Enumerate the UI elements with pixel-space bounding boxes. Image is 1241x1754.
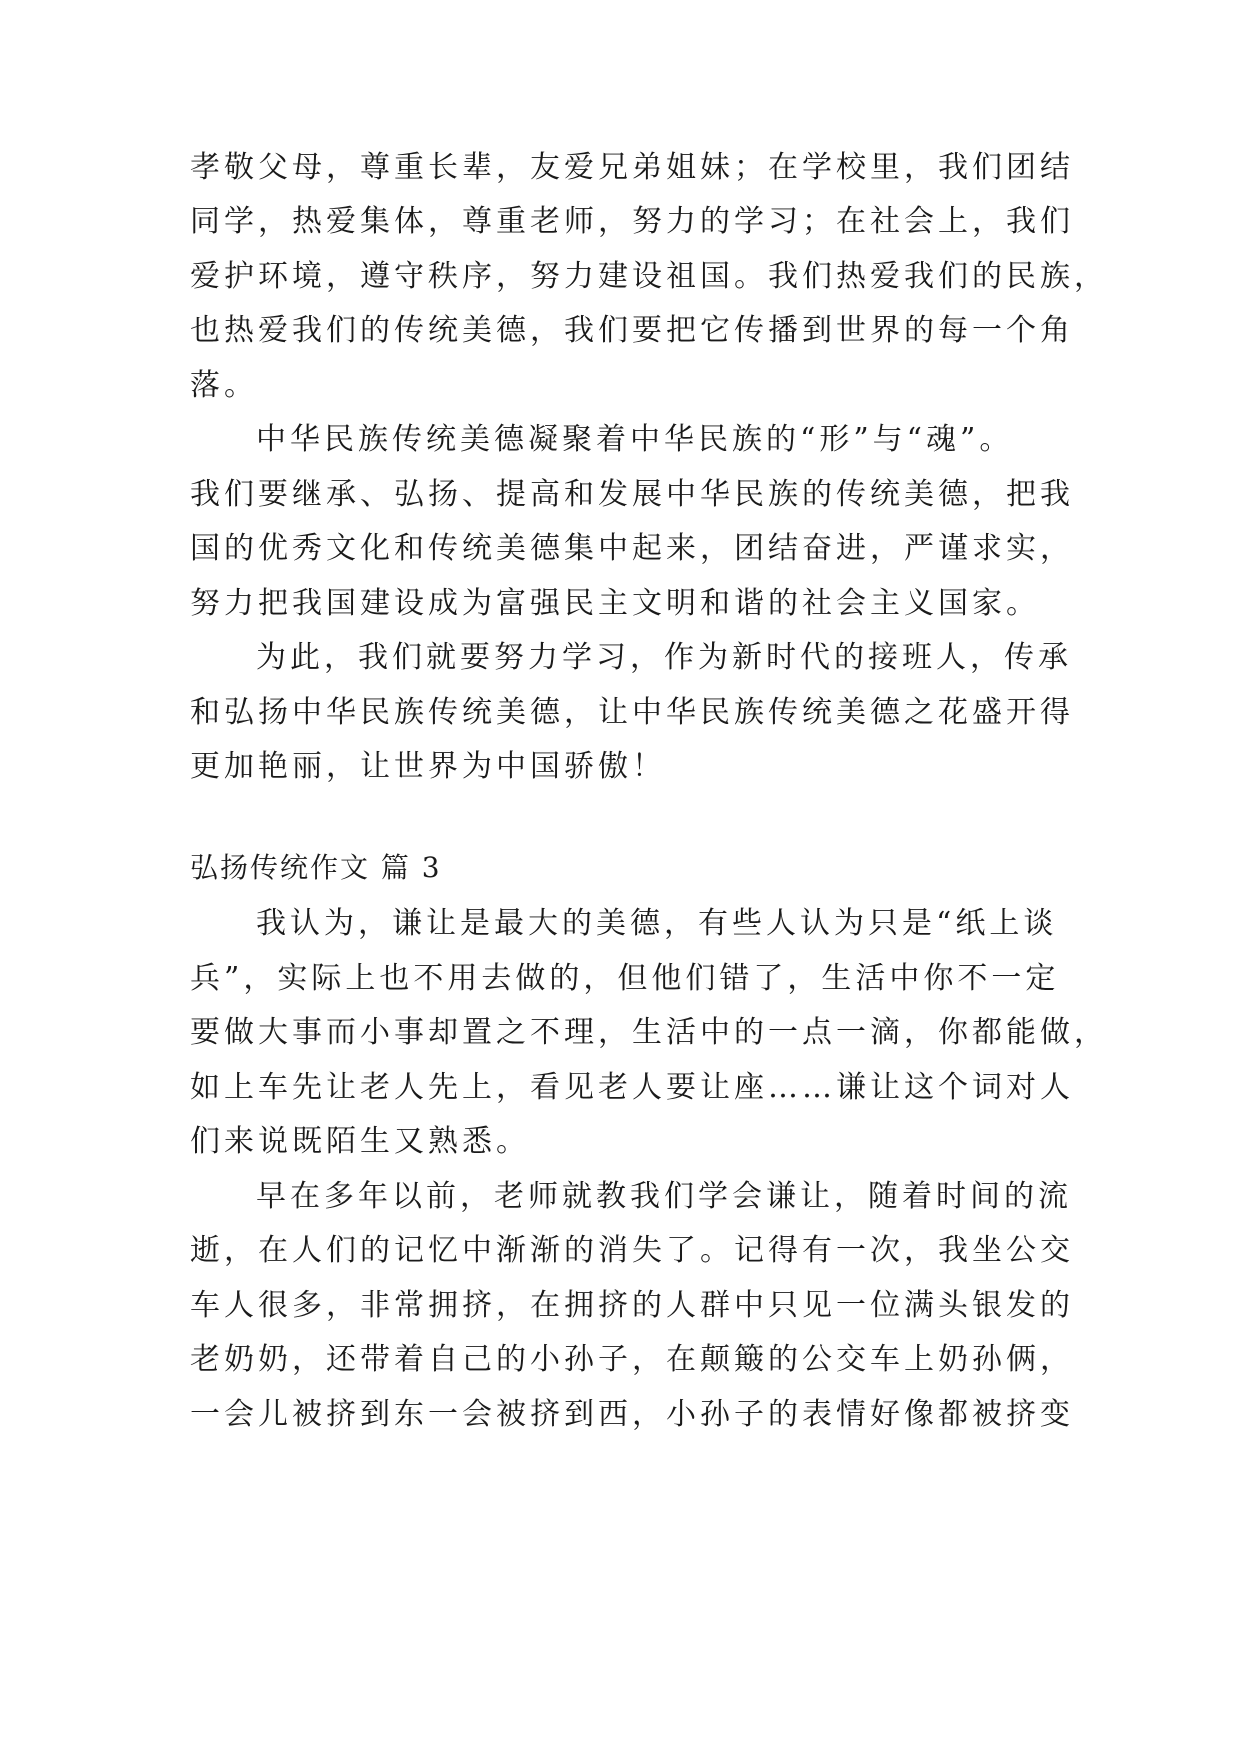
paragraph-line: 们来说既陌生又熟悉。: [190, 1124, 530, 1159]
paragraph-line: 要做大事而小事却置之不理，生活中的一点一滴，你都能做，: [190, 1015, 1108, 1050]
paragraph-line: 兵”，实际上也不用去做的，但他们错了，生活中你不一定: [190, 961, 1060, 996]
section-heading: 弘扬传统作文 篇 3: [190, 851, 442, 884]
paragraph-line: 同学，热爱集体，尊重老师，努力的学习；在社会上，我们: [190, 204, 1074, 239]
paragraph-line: 更加艳丽，让世界为中国骄傲！: [190, 749, 666, 784]
paragraph-line: 早在多年以前，老师就教我们学会谦让，随着时间的流: [256, 1179, 1072, 1214]
paragraph-line: 努力把我国建设成为富强民主文明和谐的社会主义国家。: [190, 586, 1040, 621]
paragraph-line: 老奶奶，还带着自己的小孙子，在颠簸的公交车上奶孙俩，: [190, 1342, 1074, 1377]
paragraph-line: 为此，我们就要努力学习，作为新时代的接班人，传承: [256, 640, 1072, 675]
paragraph-line: 孝敬父母，尊重长辈，友爱兄弟姐妹；在学校里，我们团结: [190, 150, 1074, 185]
paragraph-line: 落。: [190, 368, 258, 403]
paragraph-line: 爱护环境，遵守秩序，努力建设祖国。我们热爱我们的民族，: [190, 259, 1108, 294]
paragraph-line: 如上车先让老人先上，看见老人要让座……谦让这个词对人: [190, 1070, 1074, 1105]
paragraph-line: 逝，在人们的记忆中渐渐的消失了。记得有一次，我坐公交: [190, 1233, 1074, 1268]
paragraph-line: 我们要继承、弘扬、提高和发展中华民族的传统美德，把我: [190, 477, 1074, 512]
paragraph-line: 国的优秀文化和传统美德集中起来，团结奋进，严谨求实，: [190, 531, 1074, 566]
paragraph-line: 中华民族传统美德凝聚着中华民族的“形”与“魂”。: [256, 422, 1014, 457]
paragraph-line: 和弘扬中华民族传统美德，让中华民族传统美德之花盛开得: [190, 695, 1074, 730]
paragraph-line: 也热爱我们的传统美德，我们要把它传播到世界的每一个角: [190, 313, 1074, 348]
paragraph-line: 我认为，谦让是最大的美德，有些人认为只是“纸上谈: [256, 906, 1058, 941]
paragraph-line: 车人很多，非常拥挤，在拥挤的人群中只见一位满头银发的: [190, 1288, 1074, 1323]
paragraph-line: 一会儿被挤到东一会被挤到西，小孙子的表情好像都被挤变: [190, 1397, 1074, 1432]
